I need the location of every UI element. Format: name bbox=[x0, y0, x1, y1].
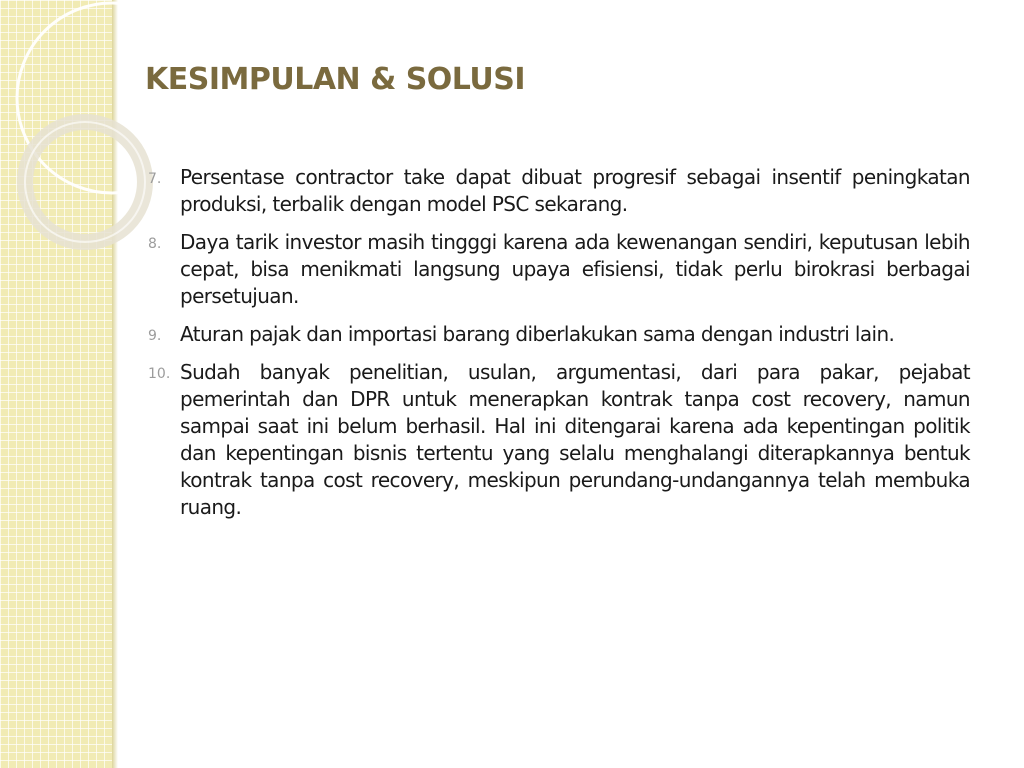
list-item bbox=[148, 321, 970, 348]
list-item bbox=[148, 229, 970, 310]
list-item bbox=[148, 164, 970, 218]
list-number: 10. bbox=[148, 366, 171, 382]
list-text: Aturan pajak dan importasi barang diberlakukan sama dengan industri lain. bbox=[180, 322, 895, 346]
list-text: Sudah banyak penelitian, usulan, argumentasi, dari para pakar, pejabat pemerintah dan DPR untuk menerapkan kontrak tanpa cost recovery, namun sampai saat ini belum berhasil. Hal ini ditengarai karena ada kepentingan politik dan kepentingan bisnis tertentu yang selalu menghalangi diterapkannya bentuk kontrak tanpa cost recovery, meskipun perundang-undangannya telah membuka ruang. bbox=[180, 360, 970, 519]
slide-title: KESIMPULAN & SOLUSI bbox=[145, 62, 525, 97]
list-number: 8. bbox=[148, 236, 162, 252]
list-item bbox=[148, 359, 970, 521]
list-number: 9. bbox=[148, 328, 162, 344]
numbered-list bbox=[148, 164, 970, 532]
list-text: Daya tarik investor masih tingggi karena ada kewenangan sendiri, keputusan lebih cepat, bisa menikmati langsung upaya efisiensi, tidak perlu birokrasi berbagai persetujuan. bbox=[180, 230, 970, 308]
list-text: Persentase contractor take dapat dibuat progresif sebagai insentif peningkatan produksi, terbalik dengan model PSC sekarang. bbox=[180, 165, 970, 216]
list-number: 7. bbox=[148, 171, 162, 187]
